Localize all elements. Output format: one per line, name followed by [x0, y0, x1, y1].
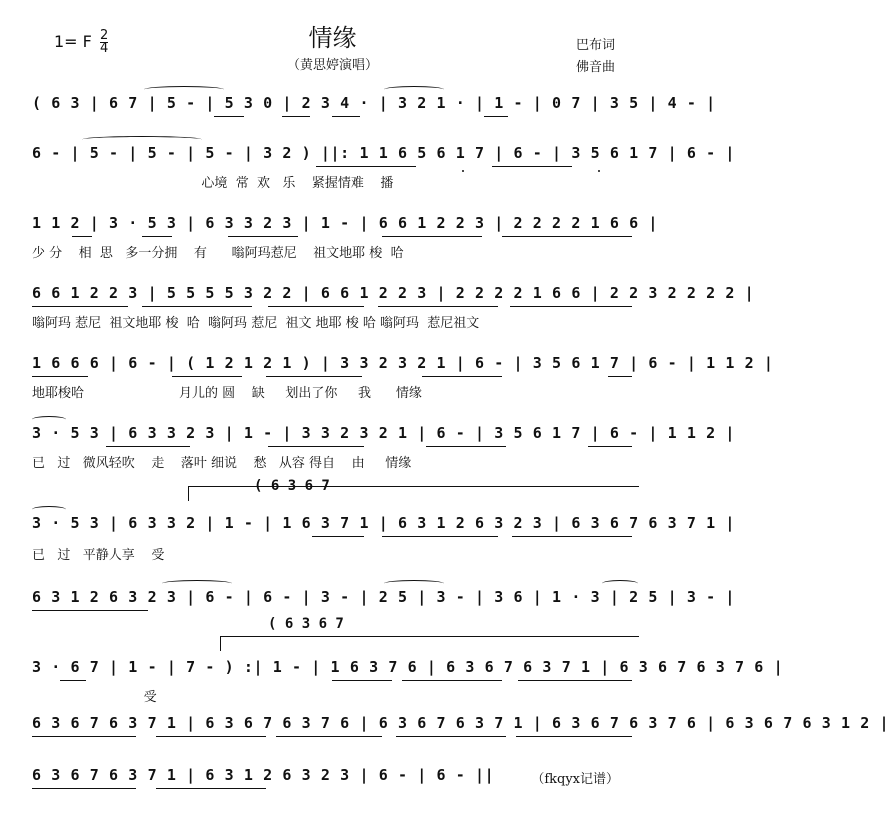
row-notes: 6 3 6 7 6 3 7 1 | 6 3 6 7 6 3 7 6 | 6 3 6 7 6 3 7 1 | 6 3 6 7 6 3 7 6 | 6 3 6 7 6 3 1 2 |: [32, 714, 889, 732]
underline-mark: [156, 788, 266, 789]
row-notes: 6 - | 5 - | 5 - | 5 - | 3 2 ) ||: 1 1 6 5 6 1 7 | 6 - | 3 5 6 1 7 | 6 - |: [32, 144, 736, 162]
underline-mark: [214, 116, 244, 117]
underline-mark: [516, 736, 632, 737]
tie-mark: [82, 136, 202, 143]
transcriber-credit: （fkqyx记谱）: [531, 772, 619, 787]
row-lyrics: 受: [32, 690, 157, 705]
underline-mark: [228, 236, 298, 237]
underline-mark: [268, 306, 364, 307]
low-octave-dot: [462, 170, 464, 172]
underline-mark: [382, 536, 498, 537]
low-octave-dot: [598, 170, 600, 172]
underline-mark: [156, 736, 266, 737]
underline-mark: [312, 536, 364, 537]
volta-label: ( 6 3 6 7: [268, 616, 344, 632]
key-label: 1= F: [54, 32, 92, 51]
underline-mark: [142, 306, 252, 307]
underline-mark: [422, 376, 502, 377]
underline-mark: [172, 376, 242, 377]
underline-mark: [32, 610, 148, 611]
underline-mark: [332, 116, 360, 117]
underline-mark: [60, 680, 86, 681]
row-notes: 3 · 5 3 | 6 3 3 2 3 | 1 - | 3 3 2 3 2 1 | 6 - | 3 5 6 1 7 | 6 - | 1 1 2 |: [32, 424, 736, 442]
underline-mark: [512, 536, 632, 537]
underline-mark: [142, 236, 172, 237]
row-notes: ( 6 3 | 6 7 | 5 - | 5 3 0 | 2 3 4 · | 3 2 1 · | 1 - | 0 7 | 3 5 | 4 - |: [32, 94, 716, 112]
underline-mark: [492, 166, 572, 167]
underline-mark: [588, 446, 632, 447]
underline-mark: [316, 166, 416, 167]
underline-mark: [72, 236, 92, 237]
song-title: 情缘: [308, 24, 357, 52]
volta-label: ( 6 3 6 7: [254, 478, 330, 494]
underline-mark: [266, 376, 362, 377]
underline-mark: [518, 680, 632, 681]
singer-credit: （黄思婷演唱）: [286, 58, 378, 73]
row-lyrics: 心境 常 欢 乐 紧握情难 播: [32, 176, 394, 191]
row-lyrics: 少 分 相 思 多一分拥 有 嗡阿玛惹尼 祖文地耶 梭 哈: [32, 246, 404, 261]
underline-mark: [32, 788, 136, 789]
row-notes: 1 1 2 | 3 · 5 3 | 6 3 3 2 3 | 1 - | 6 6 1 2 2 3 | 2 2 2 2 1 6 6 |: [32, 214, 658, 232]
underline-mark: [378, 306, 498, 307]
underline-mark: [332, 680, 392, 681]
row-notes: 1 6 6 6 | 6 - | ( 1 2 1 2 1 ) | 3 3 2 3 2 1 | 6 - | 3 5 6 1 7 | 6 - | 1 1 2 |: [32, 354, 774, 372]
underline-mark: [32, 736, 136, 737]
time-numerator: 2: [99, 28, 109, 43]
underline-mark: [484, 116, 508, 117]
volta-bracket: [188, 486, 639, 501]
row-lyrics: 地耶梭哈 月儿的 圆 缺 划出了你 我 情缘: [32, 386, 422, 401]
underline-mark: [396, 736, 506, 737]
row-lyrics: 已 过 平静人享 受: [32, 548, 165, 563]
tie-mark: [384, 580, 444, 587]
tie-mark: [602, 580, 638, 587]
underline-mark: [402, 680, 502, 681]
underline-mark: [502, 236, 632, 237]
tie-mark: [384, 86, 444, 93]
underline-mark: [106, 446, 190, 447]
underline-mark: [510, 306, 632, 307]
composer-credit: 佛音曲: [575, 60, 615, 75]
row-notes: 3 · 5 3 | 6 3 3 2 | 1 - | 1 6 3 7 1 | 6 3 1 2 6 3 2 3 | 6 3 6 7 6 3 7 1 |: [32, 514, 736, 532]
row-notes: 6 3 6 7 6 3 7 1 | 6 3 1 2 6 3 2 3 | 6 - | 6 - ||: [32, 766, 495, 784]
underline-mark: [426, 446, 506, 447]
row-notes: 6 6 1 2 2 3 | 5 5 5 5 3 2 2 | 6 6 1 2 2 3 | 2 2 2 2 1 6 6 | 2 2 3 2 2 2 2 |: [32, 284, 755, 302]
tie-mark: [162, 580, 232, 587]
underline-mark: [608, 376, 632, 377]
row-notes: 6 3 1 2 6 3 2 3 | 6 - | 6 - | 3 - | 2 5 | 3 - | 3 6 | 1 · 3 | 2 5 | 3 - |: [32, 588, 736, 606]
row-notes: 3 · 6 7 | 1 - | 7 - ) :| 1 - | 1 6 3 7 6 | 6 3 6 7 6 3 7 1 | 6 3 6 7 6 3 7 6 |: [32, 658, 784, 676]
tie-mark: [144, 86, 224, 93]
underline-mark: [282, 116, 310, 117]
tie-mark: [32, 506, 66, 513]
underline-mark: [276, 736, 382, 737]
time-denominator: 4: [99, 41, 109, 56]
underline-mark: [32, 306, 128, 307]
underline-mark: [32, 376, 88, 377]
tie-mark: [32, 416, 66, 423]
volta-bracket: [220, 636, 639, 651]
row-lyrics: 已 过 微风轻吹 走 落叶 细说 愁 从容 得自 由 情缘: [32, 456, 412, 471]
row-lyrics: 嗡阿玛 惹尼 祖文地耶 梭 哈 嗡阿玛 惹尼 祖文 地耶 梭 哈 嗡阿玛 惹尼祖文: [32, 316, 480, 331]
underline-mark: [268, 446, 364, 447]
lyricist-credit: 巴布词: [575, 38, 615, 53]
underline-mark: [382, 236, 482, 237]
